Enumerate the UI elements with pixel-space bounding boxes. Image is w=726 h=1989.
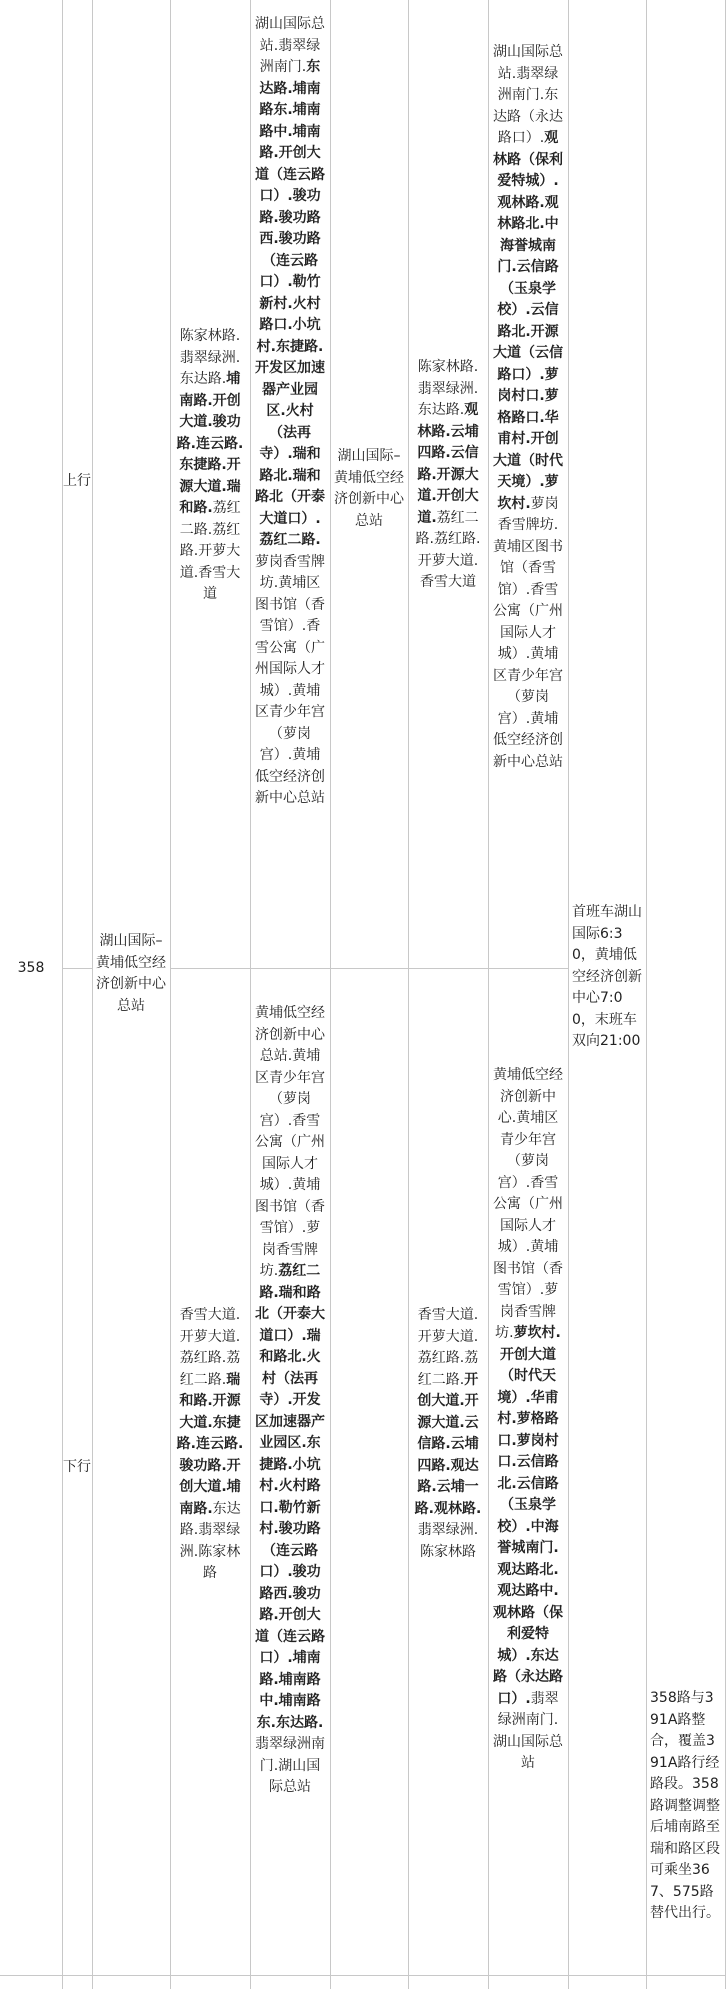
grid-line — [330, 0, 331, 1989]
road-segment: 陈家林路.翡翠绿洲.东达路. — [179, 328, 241, 387]
row-divider — [0, 1975, 726, 1976]
down-new-stops — [492, 1065, 564, 1775]
grid-line — [408, 0, 409, 1989]
up-original-roads — [174, 326, 246, 606]
road-segment: 翡翠绿洲.陈家林路 — [417, 1522, 479, 1560]
direction-up: 上行 — [63, 473, 91, 489]
stop-segment: 翡翠绿洲南门.湖山国际总站 — [493, 1690, 563, 1771]
original-terminal: 湖山国际–黄埔低空经济创新中心总站 — [96, 933, 166, 1014]
stop-segment: 黄埔低空经济创新中心总站.黄埔区青少年宫（萝岗宫）.香雪公寓（广州国际人才城）.黄埔图书馆（香雪馆）.萝岗香雪牌坊. — [255, 1005, 325, 1279]
up-new-stops — [492, 42, 564, 773]
up-new-terminal: 湖山国际–黄埔低空经济创新中心总站 — [334, 448, 404, 529]
grid-line — [250, 0, 251, 1989]
row-divider — [62, 968, 92, 969]
road-segment: 瑞和路.开源大道.东捷路.连云路.骏功路.开创大道.埔南路. — [176, 1371, 244, 1517]
stop-segment: 黄埔低空经济创新中心.黄埔区青少年宫（萝岗宫）.香雪公寓（广州国际人才城）.黄埔图书馆（香雪馆）.萝岗香雪牌坊. — [493, 1067, 563, 1341]
grid-line — [568, 0, 569, 1989]
road-segment: 东达路.翡翠绿洲.陈家林路 — [179, 1500, 241, 1581]
stop-segment: 萝岗香雪牌坊.黄埔区图书馆（香雪馆）.香雪公寓（广州国际人才城）.黄埔区青少年宫（萝岗宫）.黄埔低空经济创新中心总站 — [493, 495, 563, 770]
grid-line — [646, 0, 647, 1989]
road-segment: 陈家林路.翡翠绿洲.东达路. — [417, 359, 479, 418]
grid-line — [488, 0, 489, 1989]
stop-segment: 荔红二路.瑞和路北（开泰大道口）.瑞和路北.火村（法再寺）.开发区加速器产业园区.东捷路.小坑村.火村路口.勒竹新村.骏功路（连云路口）.骏功路西.骏功路.开创大道（连云路口）.埔南路.埔南路中.埔南路东.东达路. — [255, 1263, 325, 1731]
stop-segment: 湖山国际总站.翡翠绿洲南门.东达路（永达路口）. — [493, 44, 563, 146]
road-segment: 观林路.云埔四路.云信路.开源大道.开创大道. — [417, 402, 479, 526]
up-original-stops — [254, 14, 326, 810]
up-new-roads — [412, 357, 484, 594]
down-new-roads — [412, 1305, 484, 1563]
road-segment: 埔南路.开创大道.骏功路.连云路.东捷路.开源大道.瑞和路. — [176, 371, 244, 516]
road-segment: 开创大道.开源大道.云信路.云埔四路.观达路.云埔一路.观林路. — [414, 1371, 482, 1517]
grid-line — [92, 0, 93, 1989]
row-divider — [170, 968, 568, 969]
grid-line — [170, 0, 171, 1989]
down-original-roads — [174, 1305, 246, 1585]
stop-segment: 观林路（保利爱特城）.观林路.观林路北.中海誉城南门.云信路（玉泉学校）.云信路北.开源大道（云信路口）.萝岗村口.萝格路口.华甫村.开创大道（时代天境）.萝坎村. — [493, 130, 563, 512]
road-segment: 荔红二路.荔红路.开萝大道.香雪大道 — [415, 509, 481, 590]
stop-segment: 湖山国际总站.翡翠绿洲南门. — [255, 16, 325, 75]
road-segment: 荔红二路.荔红路.开萝大道.香雪大道 — [179, 500, 241, 602]
road-segment: 香雪大道.开萝大道.荔红路.荔红二路. — [179, 1307, 241, 1388]
direction-down: 下行 — [63, 1459, 91, 1475]
remark: 358路与391A路整合，覆盖391A路行经路段。358路调整调整后埔南路至瑞和路区段可乘坐367、575路替代出行。 — [650, 1690, 720, 1921]
grid-line — [62, 0, 63, 1989]
route-number: 358 — [17, 960, 45, 976]
stop-segment: 翡翠绿洲南门.湖山国际总站 — [255, 1736, 325, 1795]
schedule: 首班车湖山国际6:30，黄埔低空经济创新中心7:00，末班车双向21:00 — [572, 904, 642, 1049]
road-segment: 香雪大道.开萝大道.荔红路.荔红二路. — [417, 1307, 479, 1388]
stop-segment: 萝坎村.开创大道（时代天境）.华甫村.萝格路口.萝岗村口.云信路北.云信路（玉泉学校）.中海誉城南门.观达路北.观达路中.观林路（保利爱特城）.东达路（永达路口）. — [493, 1325, 563, 1707]
stop-segment: 东达路.埔南路东.埔南路中.埔南路.开创大道（连云路口）.骏功路.骏功路西.骏功路（连云路口）.勒竹新村.火村路口.小坑村.东捷路.开发区加速器产业园区.火村（法再寺）.瑞和路北.瑞和路北（开泰大道口）.荔红二路. — [255, 59, 325, 548]
down-original-stops — [254, 1003, 326, 1799]
stop-segment: 萝岗香雪牌坊.黄埔区图书馆（香雪馆）.香雪公寓（广州国际人才城）.黄埔区青少年宫（萝岗宫）.黄埔低空经济创新中心总站 — [255, 553, 325, 806]
